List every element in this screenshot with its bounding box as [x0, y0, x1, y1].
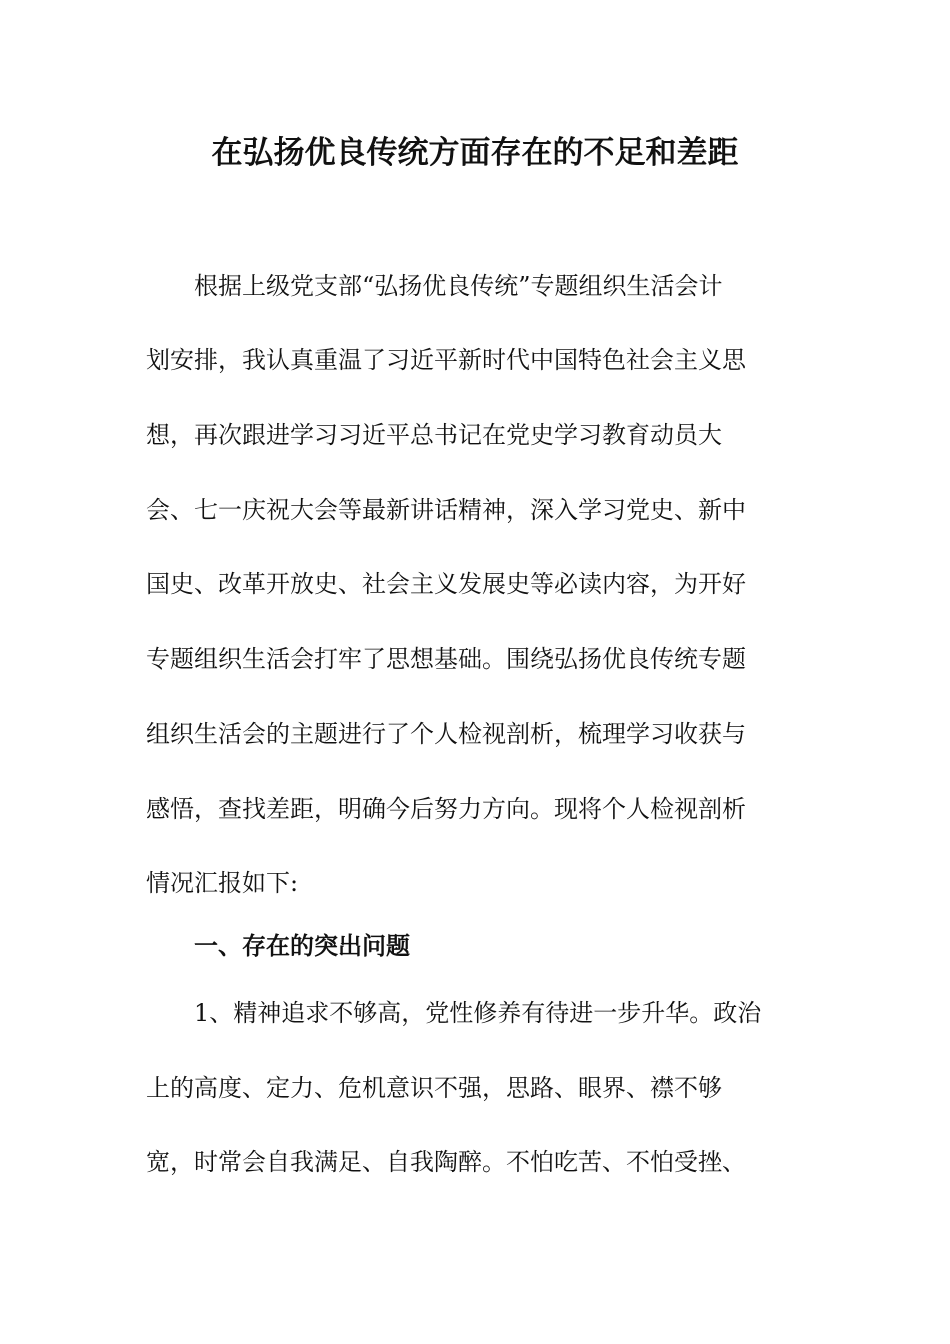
paragraph-line: 宽，时常会自我满足、自我陶醉。不怕吃苦、不怕受挫、	[146, 1148, 746, 1176]
paragraph-line: 划安排，我认真重温了习近平新时代中国特色社会主义思	[146, 346, 746, 374]
paragraph-line: 专题组织生活会打牢了思想基础。围绕弘扬优良传统专题	[146, 645, 746, 673]
paragraph-line: 1、精神追求不够高，党性修养有待进一步升华。政治	[194, 999, 762, 1027]
paragraph-line: 感悟，查找差距，明确今后努力方向。现将个人检视剖析	[146, 795, 746, 823]
paragraph-line: 想，再次跟进学习习近平总书记在党史学习教育动员大	[146, 421, 722, 449]
paragraph-line: 会、七一庆祝大会等最新讲话精神，深入学习党史、新中	[146, 496, 746, 524]
paragraph-line: 组织生活会的主题进行了个人检视剖析，梳理学习收获与	[146, 720, 746, 748]
paragraph-line: 情况汇报如下:	[146, 869, 299, 897]
paragraph-line: 上的高度、定力、危机意识不强，思路、眼界、襟不够	[146, 1074, 722, 1102]
section-heading: 一、存在的突出问题	[194, 932, 410, 960]
paragraph-line: 根据上级党支部“弘扬优良传统”专题组织生活会计	[194, 272, 723, 300]
paragraph-line: 国史、改革开放史、社会主义发展史等必读内容，为开好	[146, 570, 746, 598]
document-title: 在弘扬优良传统方面存在的不足和差距	[211, 135, 739, 171]
